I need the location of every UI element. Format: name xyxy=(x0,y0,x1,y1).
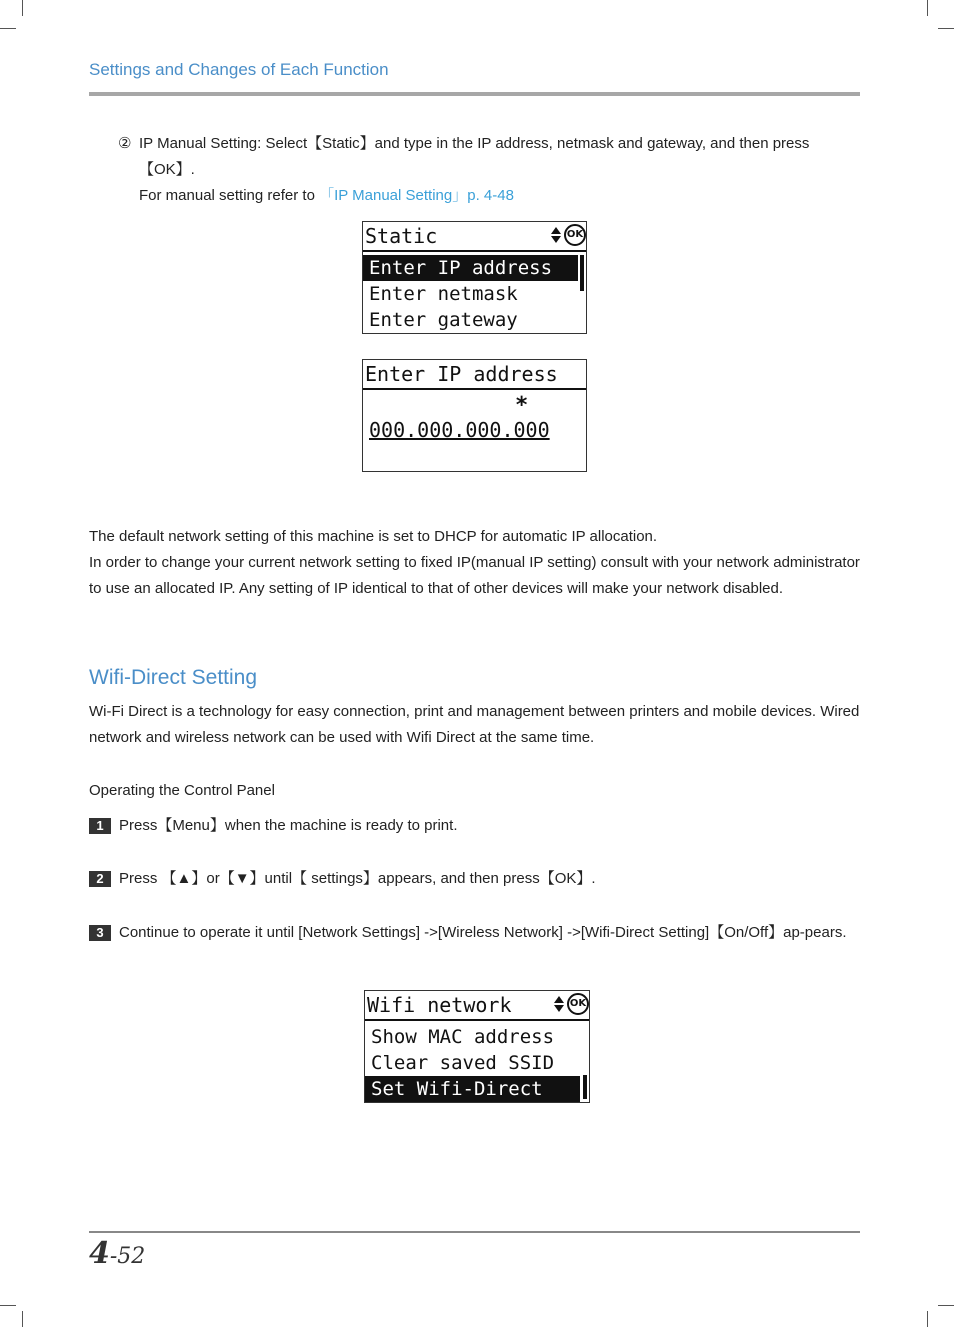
running-header: Settings and Changes of Each Function xyxy=(89,60,389,79)
page-suffix: -52 xyxy=(109,1244,146,1269)
dhcp-note-line1: The default network setting of this machine is set to DHCP for automatic IP allocation. xyxy=(89,528,658,545)
ip-address-value: 000.000.000.000 xyxy=(369,418,550,442)
crop-mark xyxy=(22,0,23,16)
refer-prefix: For manual setting refer to xyxy=(139,187,320,204)
lcd-menu-item: Clear saved SSID xyxy=(371,1052,555,1074)
lcd-title xyxy=(363,222,586,252)
lcd-scrollbar xyxy=(580,255,584,291)
up-down-arrows-icon xyxy=(553,994,565,1014)
lcd-title-text: Wifi network xyxy=(367,993,512,1017)
crop-mark xyxy=(22,1311,23,1327)
crop-mark xyxy=(0,28,16,29)
procedure-step xyxy=(89,866,860,892)
page-number xyxy=(89,1236,145,1271)
step-badge: 3 xyxy=(89,925,111,941)
crop-mark xyxy=(927,0,928,16)
crop-mark xyxy=(938,1305,954,1306)
lcd-menu-item: Show MAC address xyxy=(371,1026,555,1048)
step-text: Press 【▲】or【▼】until【 settings】appears, and then press【OK】. xyxy=(119,870,596,887)
lcd-menu-item: Enter netmask xyxy=(369,283,518,305)
lcd-title-text: Static xyxy=(365,224,438,248)
step-text: Continue to operate it until [Network Settings] ->[Wireless Network] ->[Wifi-Direct Setting]【On/Off】ap-pears. xyxy=(119,924,847,941)
step-text: Press【Menu】when the machine is ready to print. xyxy=(119,817,458,834)
up-down-arrows-icon xyxy=(550,225,562,245)
header-rule xyxy=(89,92,860,96)
crop-mark xyxy=(927,1311,928,1327)
lcd-ip-entry-screen xyxy=(362,359,587,472)
ip-manual-setting-link[interactable]: 「IP Manual Setting」p. 4-48 xyxy=(319,187,514,204)
procedure-step xyxy=(89,813,860,839)
refer-line xyxy=(139,183,860,209)
crop-mark xyxy=(0,1305,16,1306)
crop-mark xyxy=(938,28,954,29)
lcd-title xyxy=(365,991,589,1021)
ok-button-icon: OK xyxy=(567,993,589,1015)
lcd-menu-item: Enter IP address xyxy=(363,255,578,281)
lcd-title: Enter IP address xyxy=(363,360,586,390)
step-badge: 2 xyxy=(89,871,111,887)
lcd-menu-item: Enter gateway xyxy=(369,309,518,331)
step-number: ② xyxy=(118,135,132,152)
section-heading: Wifi-Direct Setting xyxy=(89,666,258,689)
footer-rule xyxy=(89,1231,860,1233)
cursor-indicator: * xyxy=(515,393,529,418)
step-badge: 1 xyxy=(89,818,111,834)
ok-button-icon: OK xyxy=(564,224,586,246)
step-text: IP Manual Setting: Select【Static】and type in the IP address, netmask and gateway, and then press【OK】. xyxy=(139,135,810,178)
lcd-static-screen xyxy=(362,221,587,334)
lcd-menu-item: Set Wifi-Direct xyxy=(365,1076,580,1102)
dhcp-note-line2: In order to change your current network setting to fixed IP(manual IP setting) consult with your network administrator to use an allocated IP. Any setting of IP identical to that of other devices will make your network disabled. xyxy=(89,554,860,597)
chapter-number: 4 xyxy=(89,1236,110,1271)
operating-label: Operating the Control Panel xyxy=(89,782,275,799)
wifi-intro: Wi-Fi Direct is a technology for easy connection, print and management between printers and mobile devices. Wired network and wireless network can be used with Wifi Direct at the same time. xyxy=(89,703,860,746)
manual-setting-step xyxy=(118,131,860,209)
lcd-scrollbar xyxy=(583,1075,587,1099)
lcd-wifi-network-screen xyxy=(364,990,590,1103)
procedure-step xyxy=(89,920,860,946)
